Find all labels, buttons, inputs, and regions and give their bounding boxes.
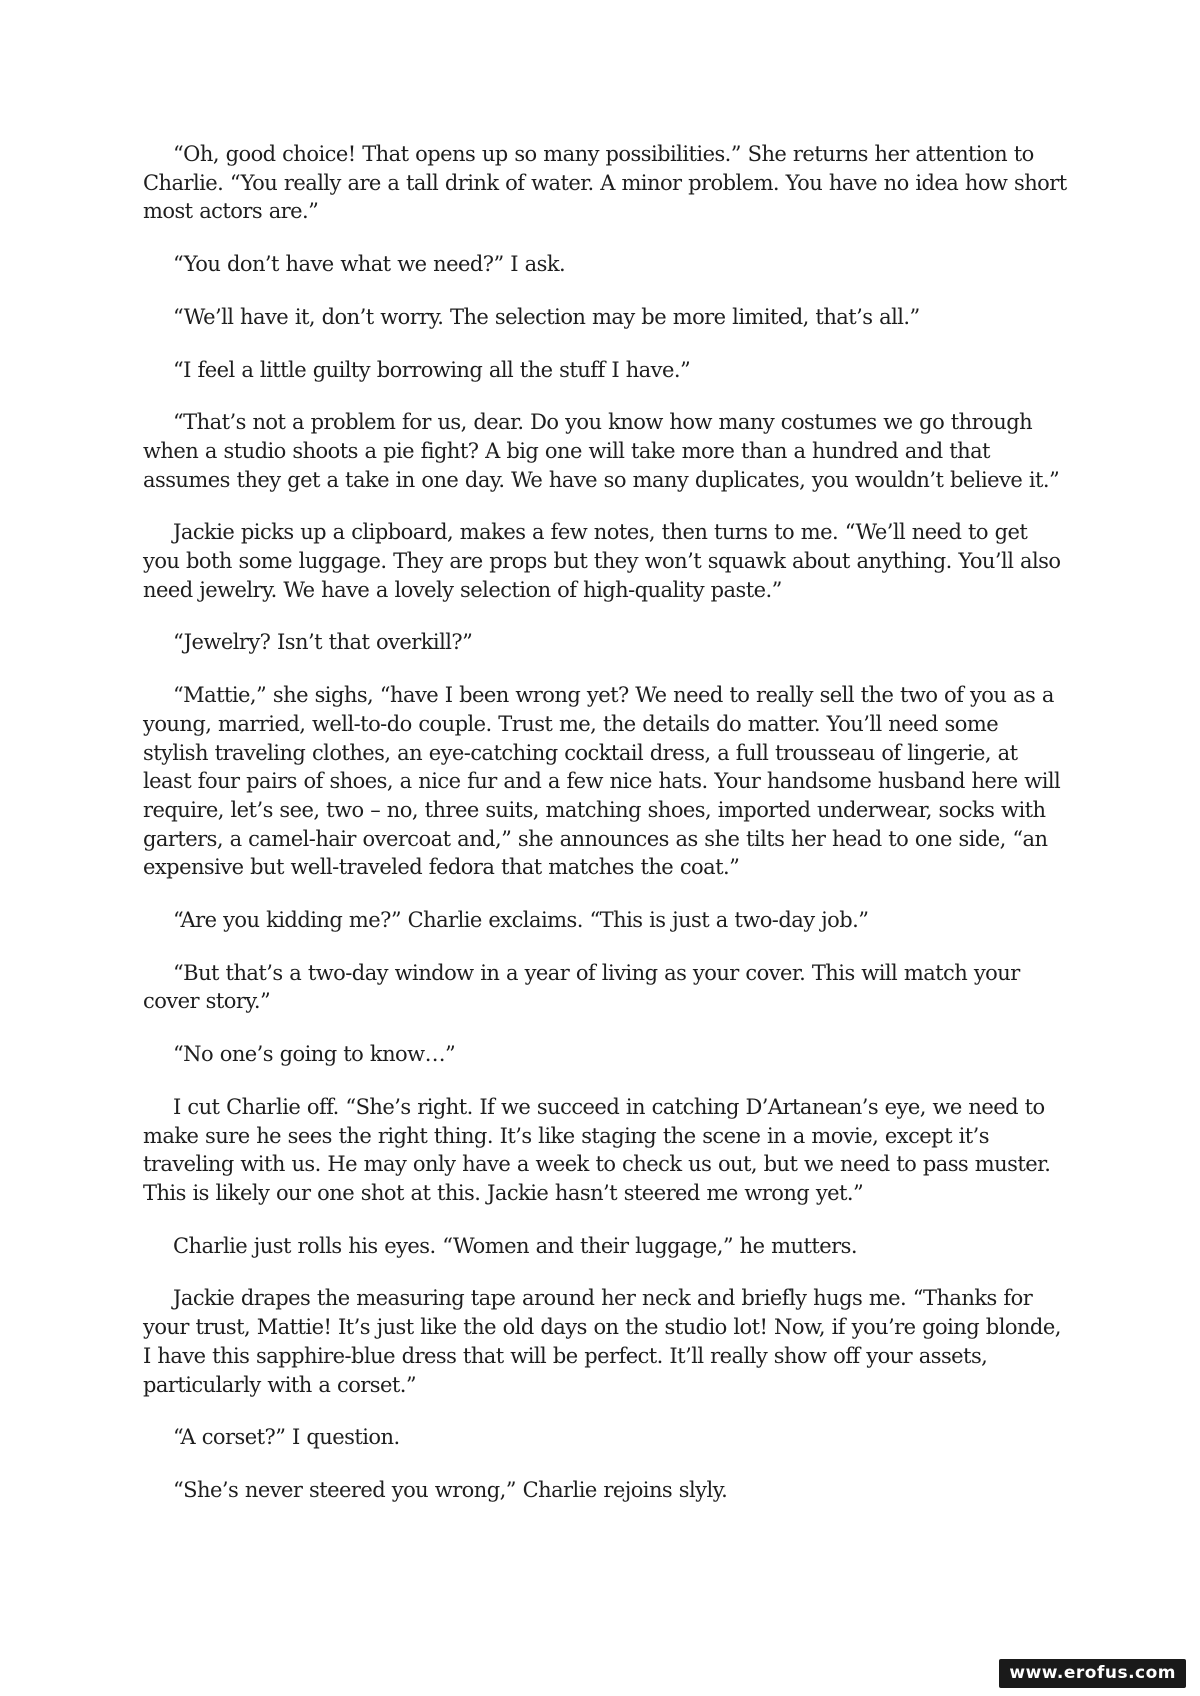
paragraph: “Are you kidding me?” Charlie exclaims. “This is just a two-day job.”	[173, 908, 869, 933]
watermark-badge: www.erofus.com	[999, 1659, 1186, 1688]
paragraph: “We’ll have it, don’t worry. The selection may be more limited, that’s all.”	[173, 304, 920, 329]
paragraph: Jackie picks up a clipboard, makes a few notes, then turns to me. “We’ll need to get you both some luggage. They are props but they won’t squawk about anything. You’ll also need jewelry. We have a lovely selection of high-quality paste.”	[143, 520, 1061, 602]
paragraph: “A corset?” I question.	[173, 1425, 400, 1450]
paragraph: I cut Charlie off. “She’s right. If we succeed in catching D’Artanean’s eye, we need to make sure he sees the right thing. It’s like staging the scene in a movie, except it’s traveling with us. He may only have a week to check us out, but we need to pass muster. This is likely our one shot at this. Jackie hasn’t steered me wrong yet.”	[143, 1094, 1051, 1205]
paragraph: Charlie just rolls his eyes. “Women and their luggage,” he mutters.	[173, 1233, 857, 1258]
paragraph: “That’s not a problem for us, dear. Do you know how many costumes we go through when a studio shoots a pie fight? A big one will take more than a hundred and that assumes they get a take in one day. We have so many duplicates, you wouldn’t believe it.”	[143, 410, 1060, 492]
paragraph: “No one’s going to know…”	[173, 1042, 456, 1067]
paragraph: “Mattie,” she sighs, “have I been wrong yet? We need to really sell the two of you as a young, married, well-to-do couple. Trust me, the details do matter. You’ll need some stylish traveling clothes, an eye-catching cocktail dress, a full trousseau of lingerie, at least four pairs of shoes, a nice fur and a few nice hats. Your handsome husband here will require, let’s see, two – no, three suits, matching shoes, imported underwear, socks with garters, a camel-hair overcoat and,” she announces as she tilts her head to one side, “an expensive but well-traveled fedora that matches the coat.”	[143, 683, 1061, 880]
paragraph: Jackie drapes the measuring tape around her neck and briefly hugs me. “Thanks for your trust, Mattie! It’s just like the old days on the studio lot! Now, if you’re going blonde, I have this sapphire-blue dress that will be perfect. It’ll really show off your assets, particularly with a corset.”	[143, 1286, 1061, 1397]
paragraph: “But that’s a two-day window in a year of living as your cover. This will match your cover story.”	[143, 960, 1020, 1014]
paragraph: “Oh, good choice! That opens up so many possibilities.” She returns her attention to Charlie. “You really are a tall drink of water. A minor problem. You have no idea how short most actors are.”	[143, 142, 1067, 224]
paragraph: “I feel a little guilty borrowing all the stuff I have.”	[173, 357, 691, 382]
paragraph: “Jewelry? Isn’t that overkill?”	[173, 630, 473, 655]
paragraph: “You don’t have what we need?” I ask.	[173, 252, 566, 277]
paragraph: “She’s never steered you wrong,” Charlie rejoins slyly.	[173, 1477, 728, 1502]
page-text	[143, 140, 1068, 1529]
